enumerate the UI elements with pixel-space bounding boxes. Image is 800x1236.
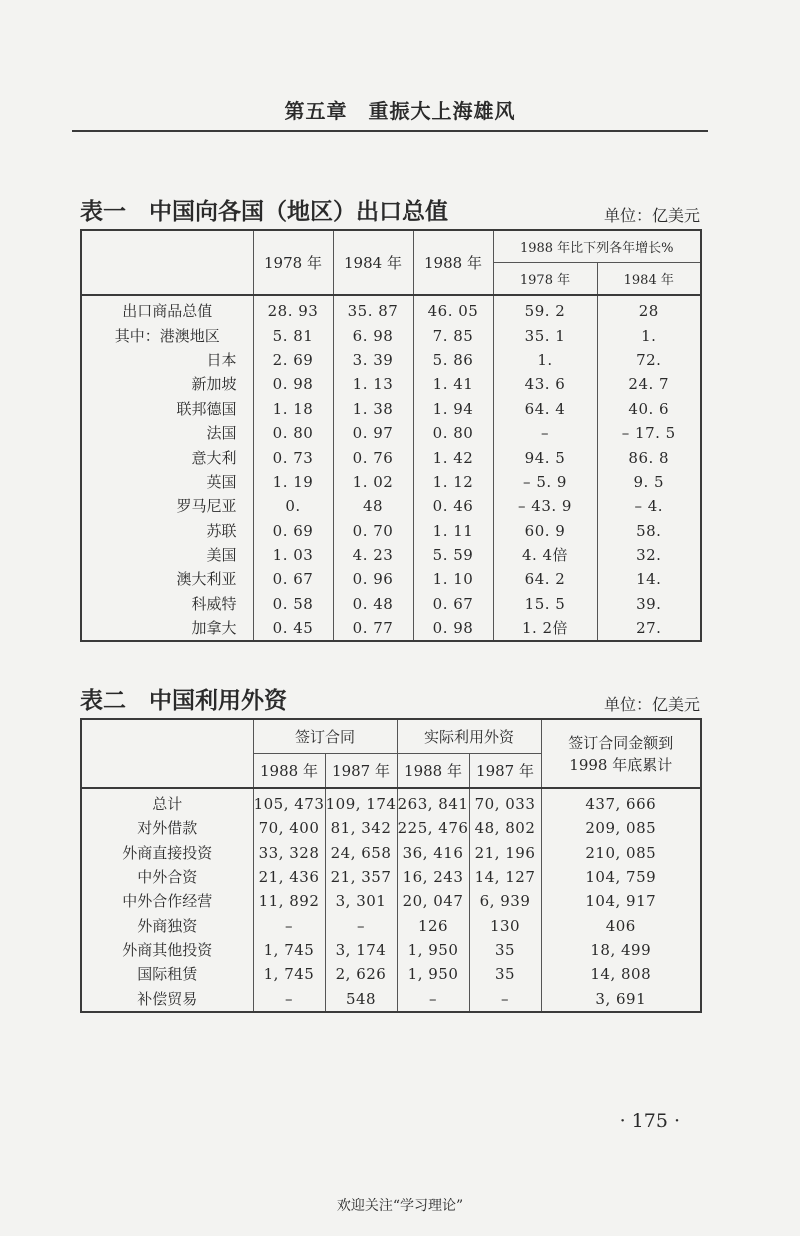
table-cell: 16, 243 (397, 865, 469, 889)
table-cell: 5. 59 (413, 543, 493, 567)
row-label: 美国 (81, 543, 253, 567)
row-label: 意大利 (81, 445, 253, 469)
table-row (81, 397, 701, 421)
table-cell: 1. (597, 323, 701, 347)
row-label: 中外合作经营 (81, 889, 253, 913)
table2 (80, 718, 702, 1013)
table-cell: 3, 691 (541, 986, 701, 1011)
table-cell: 406 (541, 913, 701, 937)
page-number: · 175 · (619, 1110, 680, 1132)
table-row (81, 889, 701, 913)
row-label: 科威特 (81, 592, 253, 616)
table-row (81, 494, 701, 518)
table-cell: 3. 39 (333, 348, 413, 372)
table-cell: – (469, 986, 541, 1011)
table-cell: 225, 476 (397, 816, 469, 840)
table-cell: – (253, 986, 325, 1011)
row-label: 澳大利亚 (81, 567, 253, 591)
table-cell: 0. 97 (333, 421, 413, 445)
table-cell: 6. 98 (333, 323, 413, 347)
table-cell: 0. 77 (333, 616, 413, 641)
table-cell: 28. 93 (253, 295, 333, 323)
row-label: 联邦德国 (81, 397, 253, 421)
table-cell: 70, 400 (253, 816, 325, 840)
row-label: 外商直接投资 (81, 841, 253, 865)
table-cell: 15. 5 (493, 592, 597, 616)
table-cell: 548 (325, 986, 397, 1011)
table-cell: 5. 86 (413, 348, 493, 372)
table-row (81, 986, 701, 1011)
footer-note: 欢迎关注“学习理论” (336, 1198, 464, 1214)
row-label: 法国 (81, 421, 253, 445)
table2-corner-header (81, 719, 253, 788)
table-cell: 263, 841 (397, 788, 469, 816)
table-row (81, 519, 701, 543)
row-label: 罗马尼亚 (81, 494, 253, 518)
table-cell: 18, 499 (541, 938, 701, 962)
table-row (81, 348, 701, 372)
header-rule (72, 130, 708, 132)
table-cell: 0. 46 (413, 494, 493, 518)
table-cell: 1. 03 (253, 543, 333, 567)
table-cell: 59. 2 (493, 295, 597, 323)
table-cell: 35 (469, 962, 541, 986)
table-cell: 4. 23 (333, 543, 413, 567)
table1-corner-header (81, 230, 253, 295)
table-cell: – (493, 421, 597, 445)
row-label: 出口商品总值 (81, 295, 253, 323)
table-cell: 60. 9 (493, 519, 597, 543)
table-cell: 0. 80 (413, 421, 493, 445)
table-cell: 35. 87 (333, 295, 413, 323)
table-cell: 1. 12 (413, 470, 493, 494)
table2-sub-header: 1988 年 (397, 754, 469, 789)
table-row (81, 865, 701, 889)
table-cell: – (253, 913, 325, 937)
row-label: 日本 (81, 348, 253, 372)
table-cell: 0. 70 (333, 519, 413, 543)
table-row (81, 543, 701, 567)
table-cell: 21, 196 (469, 841, 541, 865)
table-cell: 32. (597, 543, 701, 567)
table2-caption-row (80, 681, 700, 717)
table-cell: 36, 416 (397, 841, 469, 865)
table-cell: 39. (597, 592, 701, 616)
table-cell: 0. 67 (413, 592, 493, 616)
row-label: 外商其他投资 (81, 938, 253, 962)
table-cell: 1, 950 (397, 938, 469, 962)
table-cell: 209, 085 (541, 816, 701, 840)
table-cell: 1, 745 (253, 962, 325, 986)
table-cell: 1. (493, 348, 597, 372)
table2-sub-header: 1987 年 (469, 754, 541, 789)
table-cell: 1. 13 (333, 372, 413, 396)
running-head: 第五章 重振大上海雄风 (284, 99, 516, 123)
table1-col-header: 1984 年 (333, 230, 413, 295)
table-cell: 0. 98 (253, 372, 333, 396)
table-cell: 1. 42 (413, 445, 493, 469)
table-cell: 7. 85 (413, 323, 493, 347)
table-cell: 11, 892 (253, 889, 325, 913)
row-label: 苏联 (81, 519, 253, 543)
row-label: 补偿贸易 (81, 986, 253, 1011)
table-cell: 1. 02 (333, 470, 413, 494)
table-cell: 1. 94 (413, 397, 493, 421)
table-cell: 1. 38 (333, 397, 413, 421)
table-cell: 14, 808 (541, 962, 701, 986)
table2-cumulative-header: 签订合同金额到 1998 年底累计 (541, 719, 701, 788)
table-cell: – (325, 913, 397, 937)
table-cell: 9. 5 (597, 470, 701, 494)
table1-caption-row (80, 192, 700, 228)
table-cell: – 5. 9 (493, 470, 597, 494)
table-row (81, 938, 701, 962)
table-cell: – (397, 986, 469, 1011)
table-cell: 1. 18 (253, 397, 333, 421)
table-cell: – 17. 5 (597, 421, 701, 445)
table1 (80, 229, 702, 642)
table2-title: 表二 中国利用外资 (80, 688, 287, 714)
table-cell: 35 (469, 938, 541, 962)
table-row (81, 816, 701, 840)
table-cell: 0. 80 (253, 421, 333, 445)
table1-title: 表一 中国向各国（地区）出口总值 (80, 199, 448, 225)
row-label: 外商独资 (81, 913, 253, 937)
table-cell: 437, 666 (541, 788, 701, 816)
table-row (81, 616, 701, 641)
table1-col-header: 1978 年 (253, 230, 333, 295)
table-cell: 20, 047 (397, 889, 469, 913)
table-cell: 0. (253, 494, 333, 518)
table-cell: 27. (597, 616, 701, 641)
table2-body (81, 788, 701, 1012)
row-label: 中外合资 (81, 865, 253, 889)
table1-sub-header: 1978 年 (493, 263, 597, 296)
table-cell: 72. (597, 348, 701, 372)
table-row (81, 295, 701, 323)
table-cell: 0. 45 (253, 616, 333, 641)
row-label: 新加坡 (81, 372, 253, 396)
table2-unit: 单位：亿美元 (603, 695, 700, 714)
table-cell: 0. 48 (333, 592, 413, 616)
table-cell: 21, 436 (253, 865, 325, 889)
table-cell: 33, 328 (253, 841, 325, 865)
table-cell: 0. 76 (333, 445, 413, 469)
table1-group-header: 1988 年比下列各年增长% (493, 230, 701, 263)
table1-body (81, 295, 701, 641)
table-cell: 130 (469, 913, 541, 937)
table-cell: 58. (597, 519, 701, 543)
table-cell: – 4. (597, 494, 701, 518)
table-cell: 1, 745 (253, 938, 325, 962)
table-cell: 126 (397, 913, 469, 937)
table-cell: 1. 11 (413, 519, 493, 543)
table-cell: 4. 4倍 (493, 543, 597, 567)
table-cell: 5. 81 (253, 323, 333, 347)
table-cell: 24, 658 (325, 841, 397, 865)
table-row (81, 788, 701, 816)
table-row (81, 592, 701, 616)
table-cell: 104, 917 (541, 889, 701, 913)
table-cell: 1. 10 (413, 567, 493, 591)
table1-col-header: 1988 年 (413, 230, 493, 295)
table-cell: 43. 6 (493, 372, 597, 396)
table-cell: 2, 626 (325, 962, 397, 986)
table-cell: 40. 6 (597, 397, 701, 421)
table-row (81, 421, 701, 445)
table-cell: 21, 357 (325, 865, 397, 889)
table1-unit: 单位：亿美元 (603, 206, 700, 225)
table2-group-header-actual: 实际利用外资 (397, 719, 541, 754)
table-row (81, 841, 701, 865)
table-cell: 1. 2倍 (493, 616, 597, 641)
table-cell: 14. (597, 567, 701, 591)
table2-sub-header: 1987 年 (325, 754, 397, 789)
table-cell: 6, 939 (469, 889, 541, 913)
table-row (81, 470, 701, 494)
table-cell: 28 (597, 295, 701, 323)
table-row (81, 913, 701, 937)
table-row (81, 445, 701, 469)
table-cell: 0. 98 (413, 616, 493, 641)
table-row (81, 567, 701, 591)
table2-group-header-contracts: 签订合同 (253, 719, 397, 754)
table-cell: 210, 085 (541, 841, 701, 865)
table-cell: 48 (333, 494, 413, 518)
table1-sub-header: 1984 年 (597, 263, 701, 296)
table-cell: 105, 473 (253, 788, 325, 816)
table-cell: 1. 41 (413, 372, 493, 396)
row-label: 英国 (81, 470, 253, 494)
table-cell: 94. 5 (493, 445, 597, 469)
table-row (81, 962, 701, 986)
row-label: 对外借款 (81, 816, 253, 840)
table-cell: 35. 1 (493, 323, 597, 347)
table2-sub-header: 1988 年 (253, 754, 325, 789)
table-row (81, 372, 701, 396)
table-cell: 0. 58 (253, 592, 333, 616)
table-cell: 86. 8 (597, 445, 701, 469)
table-cell: 64. 4 (493, 397, 597, 421)
table-cell: 3, 174 (325, 938, 397, 962)
table-row (81, 323, 701, 347)
row-label: 加拿大 (81, 616, 253, 641)
table-cell: 64. 2 (493, 567, 597, 591)
table-cell: 1. 19 (253, 470, 333, 494)
table-cell: 0. 67 (253, 567, 333, 591)
table-cell: 81, 342 (325, 816, 397, 840)
table-cell: 24. 7 (597, 372, 701, 396)
row-label: 国际租赁 (81, 962, 253, 986)
table-cell: 0. 69 (253, 519, 333, 543)
table-cell: 2. 69 (253, 348, 333, 372)
table-cell: 14, 127 (469, 865, 541, 889)
table-cell: 1, 950 (397, 962, 469, 986)
table-cell: 70, 033 (469, 788, 541, 816)
table-cell: 48, 802 (469, 816, 541, 840)
table-cell: – 43. 9 (493, 494, 597, 518)
table-cell: 109, 174 (325, 788, 397, 816)
row-label: 其中：港澳地区 (81, 323, 253, 347)
table-cell: 46. 05 (413, 295, 493, 323)
table-cell: 3, 301 (325, 889, 397, 913)
table-cell: 0. 73 (253, 445, 333, 469)
row-label: 总计 (81, 788, 253, 816)
table-cell: 104, 759 (541, 865, 701, 889)
table-cell: 0. 96 (333, 567, 413, 591)
